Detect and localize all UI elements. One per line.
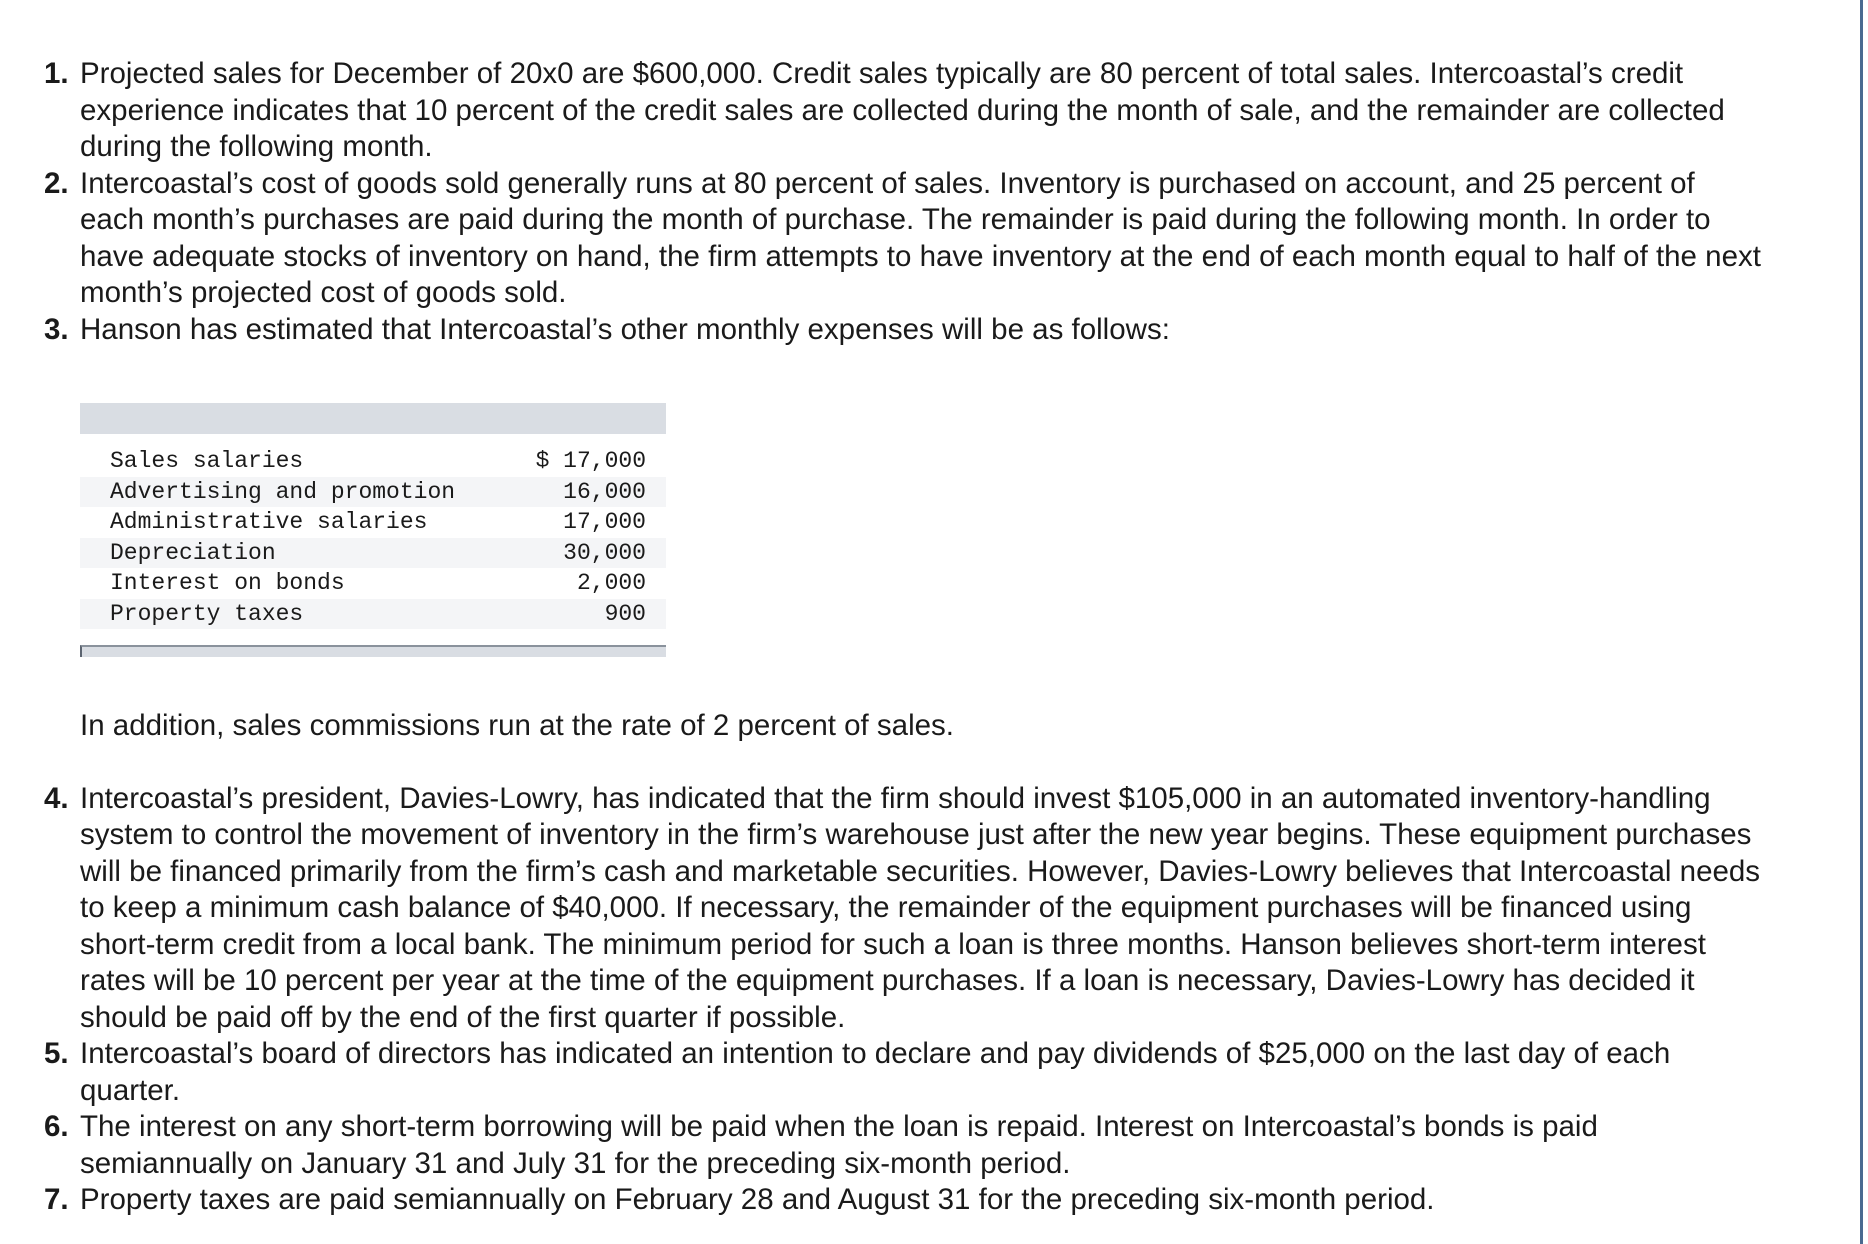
items-list-top bbox=[44, 56, 1764, 348]
right-border-line bbox=[1860, 0, 1863, 1244]
list-item bbox=[44, 312, 1764, 349]
table-header-bar bbox=[80, 403, 666, 434]
item-number: 4. bbox=[44, 781, 69, 815]
table-row bbox=[80, 477, 666, 508]
expense-amount: 2,000 bbox=[576, 570, 646, 596]
item-number: 2. bbox=[44, 166, 69, 200]
expense-amount: 900 bbox=[515, 599, 666, 630]
table-row bbox=[80, 446, 666, 477]
list-item bbox=[44, 56, 1764, 166]
expense-label: Advertising and promotion bbox=[80, 477, 515, 508]
expense-label: Property taxes bbox=[80, 599, 515, 630]
monthly-expenses-table bbox=[80, 446, 666, 629]
item-text: Intercoastal’s board of directors has indicated an intention to declare and pay dividends of $25,000 on the last day of each quarter. bbox=[80, 1037, 1671, 1107]
item-number: 1. bbox=[44, 57, 69, 90]
table-row bbox=[80, 568, 666, 599]
items-list-bottom bbox=[44, 781, 1764, 1219]
item-number: 3. bbox=[44, 312, 69, 346]
item-number: 6. bbox=[44, 1110, 69, 1143]
table-footer-bar bbox=[80, 645, 666, 657]
expense-amount: 16,000 bbox=[515, 477, 666, 508]
expense-label: Administrative salaries bbox=[110, 509, 428, 535]
list-item bbox=[44, 166, 1764, 312]
list-item bbox=[44, 1182, 1764, 1219]
list-item bbox=[44, 1036, 1764, 1109]
table-row bbox=[80, 538, 666, 569]
item-text: Intercoastal’s cost of goods sold generally runs at 80 percent of sales. Inventory is purchased on account, and 25 percent of each month’s purchases are paid during the month of purchase. The remainder is paid during the following month. In order to have adequate stocks of inventory on hand, the firm attempts to have inventory at the end of each month equal to half of the next month’s projected cost of goods sold. bbox=[80, 166, 1761, 309]
expense-label: Interest on bonds bbox=[110, 570, 345, 596]
item-number: 5. bbox=[44, 1037, 69, 1070]
expense-amount: 30,000 bbox=[515, 538, 666, 569]
expense-label: Depreciation bbox=[80, 538, 515, 569]
addition-paragraph: In addition, sales commissions run at the rate of 2 percent of sales. bbox=[80, 709, 954, 742]
item-text: The interest on any short-term borrowing will be paid when the loan is repaid. Interest on Intercoastal’s bonds is paid semiannually on January 31 and July 31 for the preceding six-month period. bbox=[80, 1110, 1598, 1180]
list-item bbox=[44, 781, 1764, 1037]
expense-amount: 17,000 bbox=[563, 509, 646, 535]
item-text: Hanson has estimated that Intercoastal’s other monthly expenses will be as follows: bbox=[80, 312, 1170, 346]
table-row bbox=[80, 599, 666, 630]
item-text: Projected sales for December of 20x0 are $600,000. Credit sales typically are 80 percent of total sales. Intercoastal’s credit experience indicates that 10 percent of the credit sales are collected during the month of sale, and the remainder are collected during the following month. bbox=[80, 57, 1725, 163]
table-row bbox=[80, 507, 666, 538]
item-text: Property taxes are paid semiannually on February 28 and August 31 for the preceding six-month period. bbox=[80, 1183, 1435, 1216]
expense-amount: $ 17,000 bbox=[535, 448, 646, 474]
item-number: 7. bbox=[44, 1183, 69, 1216]
item-text: Intercoastal’s president, Davies-Lowry, has indicated that the firm should invest $105,000 in an automated inventory-handling system to control the movement of inventory in the firm’s warehouse just after the new year begins. These equipment purchases will be financed primarily from the firm’s cash and marketable securities. However, Davies-Lowry believes that Intercoastal needs to keep a minimum cash balance of $40,000. If necessary, the remainder of the equipment purchases will be financed using short-term credit from a local bank. The minimum period for such a loan is three months. Hanson believes short-term interest rates will be 10 percent per year at the time of the equipment purchases. If a loan is necessary, Davies-Lowry has decided it should be paid off by the end of the first quarter if possible. bbox=[80, 781, 1761, 1034]
list-item bbox=[44, 1109, 1764, 1182]
expenses-table-container bbox=[80, 403, 666, 657]
expense-label: Sales salaries bbox=[110, 448, 304, 474]
problem-document bbox=[44, 56, 1764, 1219]
